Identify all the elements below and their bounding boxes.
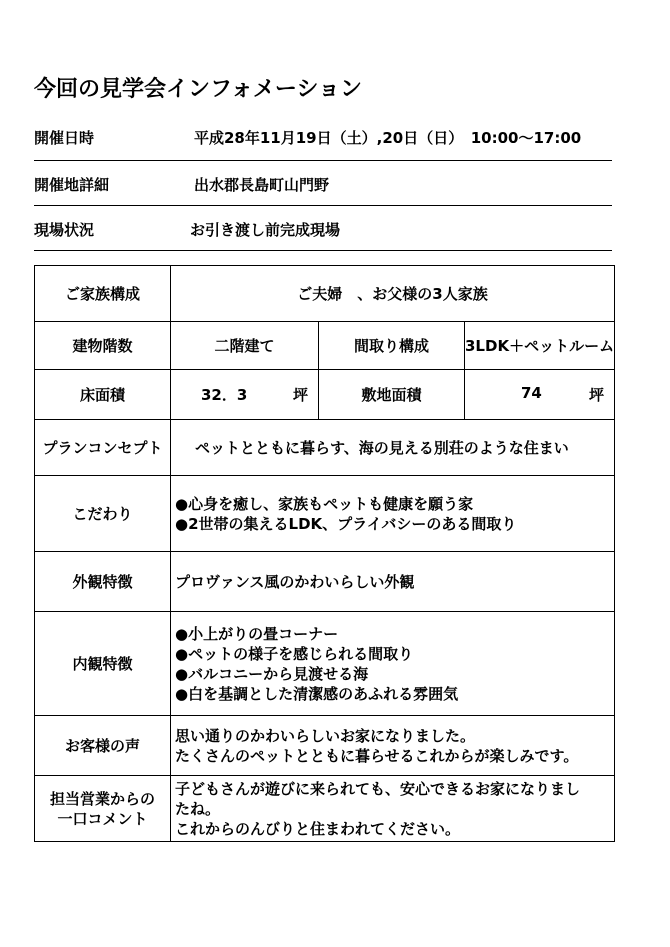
list-item: ●ペットの様子を感じられる間取り (175, 644, 414, 663)
interior-list (171, 612, 615, 716)
list-item: ●白を基調とした清潔感のあふれる雰囲気 (175, 684, 459, 703)
divider (34, 250, 612, 251)
layout-label: 間取り構成 (319, 322, 465, 370)
exterior-value: プロヴァンス風のかわいらしい外観 (171, 552, 615, 612)
divider (34, 160, 612, 161)
floors-label: 建物階数 (35, 322, 171, 370)
site-area-label: 敷地面積 (319, 370, 465, 420)
layout-value: 3LDK＋ペットルーム (465, 322, 615, 370)
site-area-unit: 坪 (588, 386, 604, 404)
table-row (35, 370, 615, 420)
floor-area-value: 32．3 (201, 386, 248, 404)
concept-label: プランコンセプト (35, 420, 171, 476)
comment-text (171, 776, 615, 842)
list-item: ●小上がりの畳コーナー (175, 624, 339, 643)
details-table (34, 265, 615, 842)
floor-area-cell (171, 370, 319, 420)
comment-label-line: 担当営業からの (49, 789, 155, 808)
kodawari-label: こだわり (35, 476, 171, 552)
site-area-cell (465, 370, 615, 420)
page-title: 今回の見学会インフォメーション (34, 77, 363, 102)
floors-value: 二階建て (171, 322, 319, 370)
comment-label-line: 一口コメント (57, 809, 148, 828)
table-row (35, 612, 615, 716)
list-item: ●2世帯の集えるLDK、プライバシーのある間取り (175, 514, 517, 533)
voice-line: 思い通りのかわいらしいお家になりました。 (175, 726, 476, 745)
family-value: ご夫婦 、お父様の3人家族 (171, 266, 615, 322)
place-label: 開催地詳細 (34, 176, 110, 194)
table-row (35, 552, 615, 612)
concept-value: ペットとともに暮らす、海の見える別荘のような住まい (171, 420, 615, 476)
floor-area-unit: 坪 (292, 386, 308, 404)
status-value: お引き渡し前完成現場 (190, 221, 341, 239)
table-row (35, 322, 615, 370)
table-row (35, 266, 615, 322)
place-value: 出水郡長島町山門野 (194, 176, 330, 194)
list-item: ●バルコニーから見渡せる海 (175, 664, 369, 683)
info-row-place (34, 174, 612, 194)
floor-area-label: 床面積 (35, 370, 171, 420)
date-value: 平成28年11月19日（土）,20日（日） 10:00～17:00 (194, 129, 582, 147)
interior-label: 内観特徴 (35, 612, 171, 716)
comment-line: 子どもさんが遊びに来られても、安心できるお家になりまし (175, 779, 581, 798)
status-label: 現場状況 (34, 221, 95, 239)
voice-label: お客様の声 (35, 716, 171, 776)
voice-text (171, 716, 615, 776)
info-row-date (34, 127, 612, 147)
exterior-label: 外観特徴 (35, 552, 171, 612)
table-row (35, 476, 615, 552)
family-label: ご家族構成 (35, 266, 171, 322)
site-area-value: 74 (521, 384, 542, 402)
voice-line: たくさんのペットとともに暮らせるこれからが楽しみです。 (175, 746, 579, 765)
comment-line: たね。 (175, 799, 221, 818)
date-label: 開催日時 (34, 129, 95, 147)
table-row (35, 420, 615, 476)
kodawari-list (171, 476, 615, 552)
list-item: ●心身を癒し、家族もペットも健康を願う家 (175, 494, 474, 513)
info-row-status (34, 219, 612, 239)
table-row (35, 776, 615, 842)
comment-line: これからのんびりと住まわれてください。 (175, 819, 461, 838)
divider (34, 205, 612, 206)
comment-label (35, 776, 171, 842)
table-row (35, 716, 615, 776)
